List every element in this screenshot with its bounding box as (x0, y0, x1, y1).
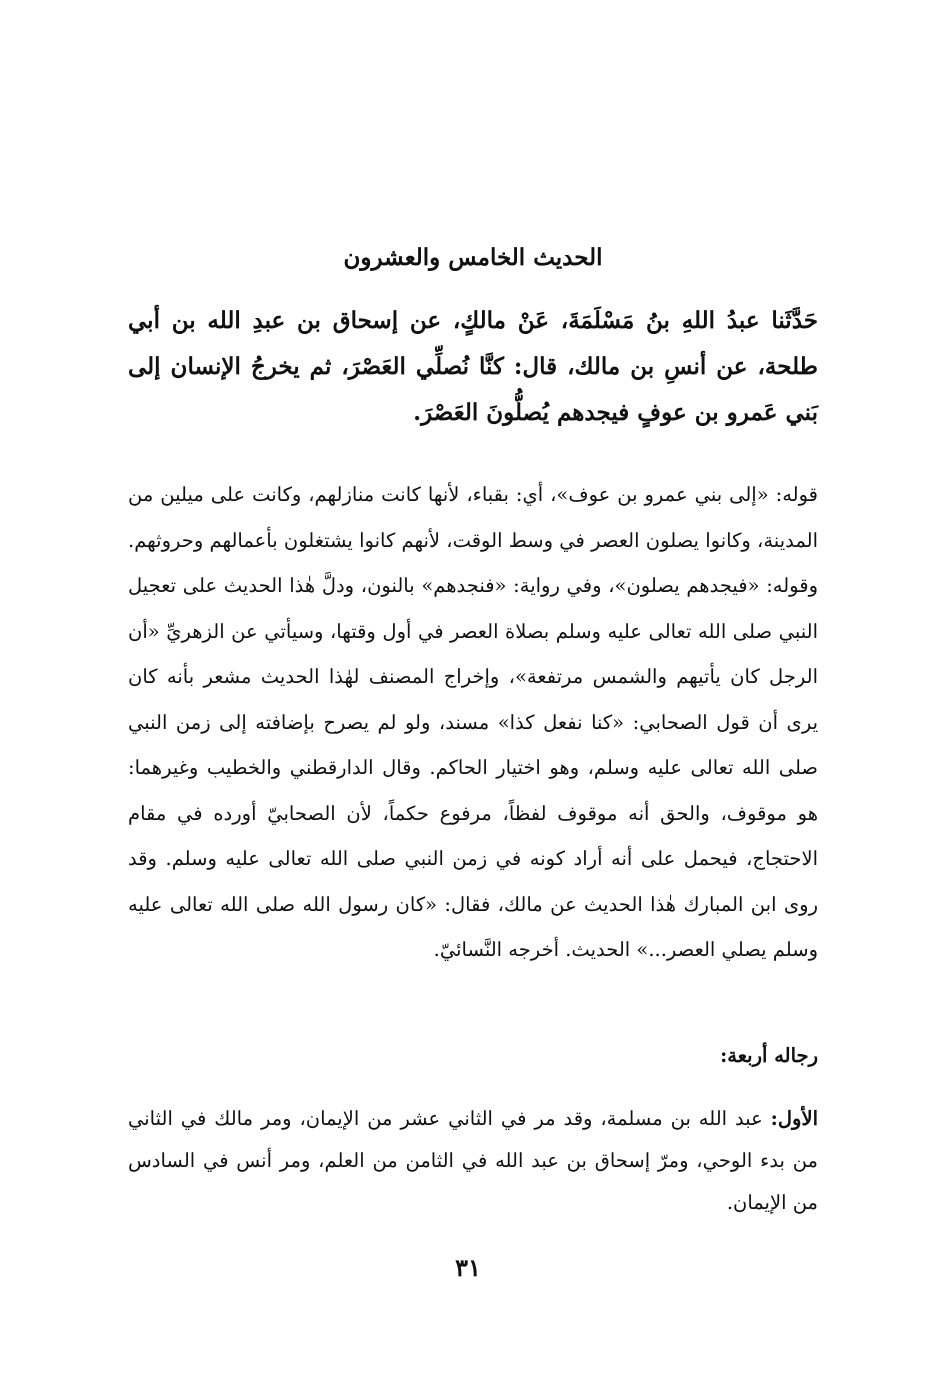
commentary-paragraph: قوله: «إلى بني عمرو بن عوف»، أي: بقباء، لأنها كانت منازلهم، وكانت على ميلين من المدينة، وكانوا يصلون العصر في وسط الوقت، لأنهم كانوا يشتغلون بأعمالهم وحروثهم. وقوله: «فيجدهم يصلون»، وفي رواية: «فنجدهم» بالنون، ودلَّ هٰذا الحديث على تعجيل النبي صلى الله تعالى عليه وسلم بصلاة العصر في أول وقتها، وسيأتي عن الزهريِّ «أن الرجل كان يأتيهم والشمس مرتفعة»، وإخراج المصنف لهٰذا الحديث مشعر بأنه كان يرى أن قول الصحابي: «كنا نفعل كذا» مسند، ولو لم يصرح بإضافته إلى زمن النبي صلى الله تعالى عليه وسلم، وهو اختيار الحاكم. وقال الدارقطني والخطيب وغيرهما: هو موقوف، والحق أنه موقوف لفظاً، مرفوع حكماً، لأن الصحابيّ أورده في مقام الاحتجاج، فيحمل على أنه أراد كونه في زمن النبي صلى الله تعالى عليه وسلم. وقد روى ابن المبارك هٰذا الحديث عن مالك، فقال: «كان رسول الله صلى الله تعالى عليه وسلم يصلي العصر...» الحديث. أخرجه النَّسائيّ. (128, 483, 818, 961)
narrator-first-lead: الأول: (770, 1107, 818, 1130)
hadith-text: حَدَّثَنا عبدُ اللهِ بنُ مَسْلَمَةَ، عَنْ مالكٍ، عن إسحاق بن عبدِ الله بن أبي طلحة، عن أنسِ بن مالك، قال: كنَّا نُصلِّي العَصْرَ، ثم يخرجُ الإنسان إلى بَني عَمرو بن عوفٍ فيجدهم يُصلُّونَ العَصْرَ. (128, 307, 818, 426)
page-number: ٣١ (455, 1253, 481, 1282)
narrator-first-text: عبد الله بن مسلمة، وقد مر في الثاني عشر من الإيمان، ومر مالك في الثاني من بدء الوحي، ومرّ إسحاق بن عبد الله في الثامن من العلم، ومر أنس في السادس من الإيمان. (128, 1107, 818, 1214)
hadith-heading: الحديث الخامس والعشرون (343, 244, 603, 271)
narrators-heading: رجاله أربعة: (720, 1044, 818, 1067)
narrator-first-paragraph (128, 1098, 818, 1224)
